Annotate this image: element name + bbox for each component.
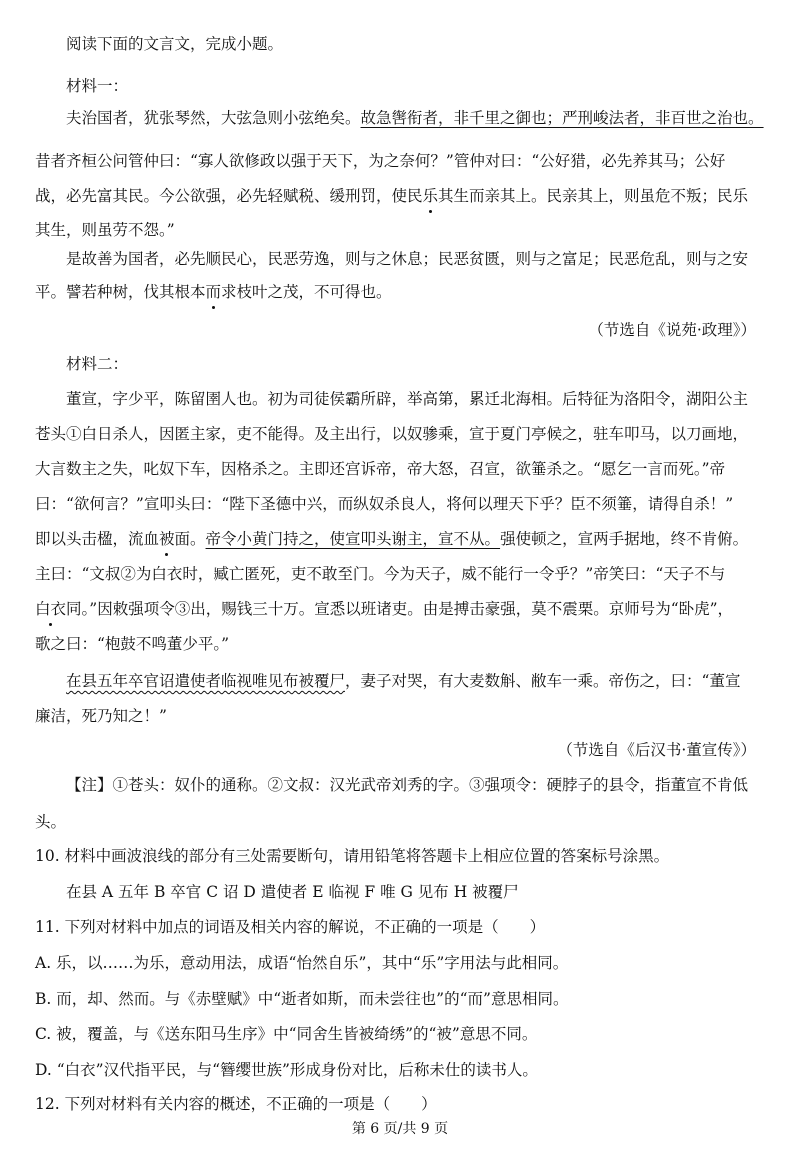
- passage-text: 夫治国者，犹张琴然，大弦急则小弦绝矣。: [66, 109, 361, 127]
- question-11-option-a: A. 乐，以……为乐，意动用法，成语“怡然自乐”，其中“乐”字用法与此相同。: [35, 954, 569, 972]
- material-one-source: （节选自《说苑·政理》）: [588, 321, 756, 339]
- material-one-label: 材料一：: [66, 77, 129, 95]
- underlined-sentence: 帝令小黄门持之，使宣叩头谢主，宣不从。: [205, 530, 501, 548]
- material-one-paragraph-line: [35, 186, 748, 206]
- question-10: 10. 材料中画波浪线的部分有三处需要断句，请用铅笔将答题卡上相应位置的答案标号涂黑。: [35, 847, 670, 865]
- material-two-source: （节选自《后汉书·董宣传》）: [557, 741, 756, 759]
- question-11-option-d: D. “白衣”汉代指平民，与“簪缨世族”形成身份对比，后称未仕的读书人。: [35, 1061, 538, 1079]
- passage-text: 其生而亲其上。民亲其上，则虽危不叛；民乐: [438, 187, 749, 205]
- material-two-paragraph-line: 大言数主之失，叱奴下车，因格杀之。主即还宫诉帝，帝大怒，召宣，欲箠杀之。“愿乞一言而死。”帝: [35, 460, 726, 478]
- material-two-label: 材料二：: [66, 355, 129, 373]
- annotation-note: 【注】①苍头：奴仆的通称。②文叔：汉光武帝刘秀的字。③强项令：硬脖子的县令，指董宣不肯低: [66, 776, 749, 794]
- question-10-sentence-options: 在县 A 五年 B 卒官 C 诏 D 遣使者 E 临视 F 唯 G 见布 H 被覆尸: [66, 883, 519, 901]
- dotted-word: 白衣: [35, 600, 67, 618]
- passage-text: 即以头击楹，流血: [35, 530, 160, 548]
- material-one-paragraph-line: 是故善为国者，必先顺民心，民恶劳逸，则与之休息；民恶贫匮，则与之富足；民恶危乱，则与之安: [66, 250, 749, 268]
- annotation-note: 头。: [35, 813, 67, 831]
- underlined-sentence: 故急辔衔者，非千里之御也: [360, 109, 547, 127]
- passage-text: 平。譬若种树，伐其根本: [35, 283, 206, 301]
- page-number: 第 6 页/共 9 页: [351, 1121, 449, 1137]
- material-two-paragraph-line: 廉洁，死乃知之！”: [35, 707, 167, 725]
- passage-text: 面。: [174, 530, 206, 548]
- passage-text: 强使顿之，宣两手据地，终不肯俯。: [500, 530, 749, 548]
- question-11-option-b: B. 而，却、然而。与《赤壁赋》中“逝者如斯，而未尝往也”的“而”意思相同。: [35, 990, 569, 1008]
- material-one-paragraph-line: [35, 282, 392, 302]
- question-11-option-c: C. 被，覆盖，与《送东阳马生序》中“同舍生皆被绮绣”的“被”意思不同。: [35, 1025, 538, 1043]
- material-two-paragraph-line: [66, 671, 740, 691]
- material-two-paragraph-line: [35, 599, 733, 619]
- question-11: 11. 下列对材料中加点的词语及相关内容的解说，不正确的一项是（ ）: [35, 918, 546, 936]
- dotted-word: 乐: [422, 187, 439, 205]
- passage-text: 战，必先富其民。今公欲强，必先轻赋税、缓刑罚，使民: [35, 187, 423, 205]
- material-one-paragraph-line: 其生，则虽劳不怨。”: [35, 221, 175, 239]
- material-two-paragraph-line: 主曰：“文叔②为白衣时，臧亡匿死，吏不敢至门。今为天子，威不能行一令乎？”帝笑曰：“天子不与: [35, 565, 726, 583]
- material-two-paragraph-line: 苍头①白日杀人，因匿主家，吏不能得。及主出行，以奴骖乘，宣于夏门亭候之，驻车叩马，以刀画地，: [35, 425, 749, 443]
- material-two-paragraph-line: 曰：“欲何言？”宣叩头曰：“陛下圣德中兴，而纵奴杀良人，将何以理天下乎？臣不须箠，请得自杀！”: [35, 495, 734, 513]
- material-two-paragraph-line: [35, 529, 748, 549]
- material-one-paragraph-line: [66, 108, 764, 128]
- wavy-underlined-sentence: 在县五年卒官诏遣使者临视唯见布被覆尸: [66, 672, 346, 690]
- passage-text: 同。”因敕强项令③出，赐钱三十万。宣悉以班诸吏。由是搏击豪强，莫不震栗。京师号为“卧虎”，: [66, 600, 734, 618]
- material-two-paragraph-line: 董宣，字少平，陈留圉人也。初为司徒侯霸所辟，举高第，累迁北海相。后特征为洛阳令，湖阳公主: [66, 390, 749, 408]
- dotted-word: 而: [205, 283, 222, 301]
- dotted-word: 被: [159, 530, 175, 548]
- reading-instruction: 阅读下面的文言文，完成小题。: [66, 35, 284, 53]
- passage-text: ，妻子对哭，有大麦数斛、敝车一乘。帝伤之，曰：“董宣: [345, 672, 741, 690]
- material-one-paragraph-line: 昔者齐桓公问管仲曰：“寡人欲修政以强于天下，为之奈何？”管仲对曰：“公好猎，必先养其马；公好: [35, 152, 726, 170]
- underlined-sentence: 严刑峻法者，非百世之治也。: [562, 109, 764, 127]
- underlined-separator: ；: [546, 109, 563, 127]
- question-12: 12. 下列对材料有关内容的概述，不正确的一项是（ ）: [35, 1095, 437, 1113]
- passage-text: 求枝叶之茂，不可得也。: [221, 283, 392, 301]
- material-two-paragraph-line: 歌之曰：“枹鼓不鸣董少平。”: [35, 635, 230, 653]
